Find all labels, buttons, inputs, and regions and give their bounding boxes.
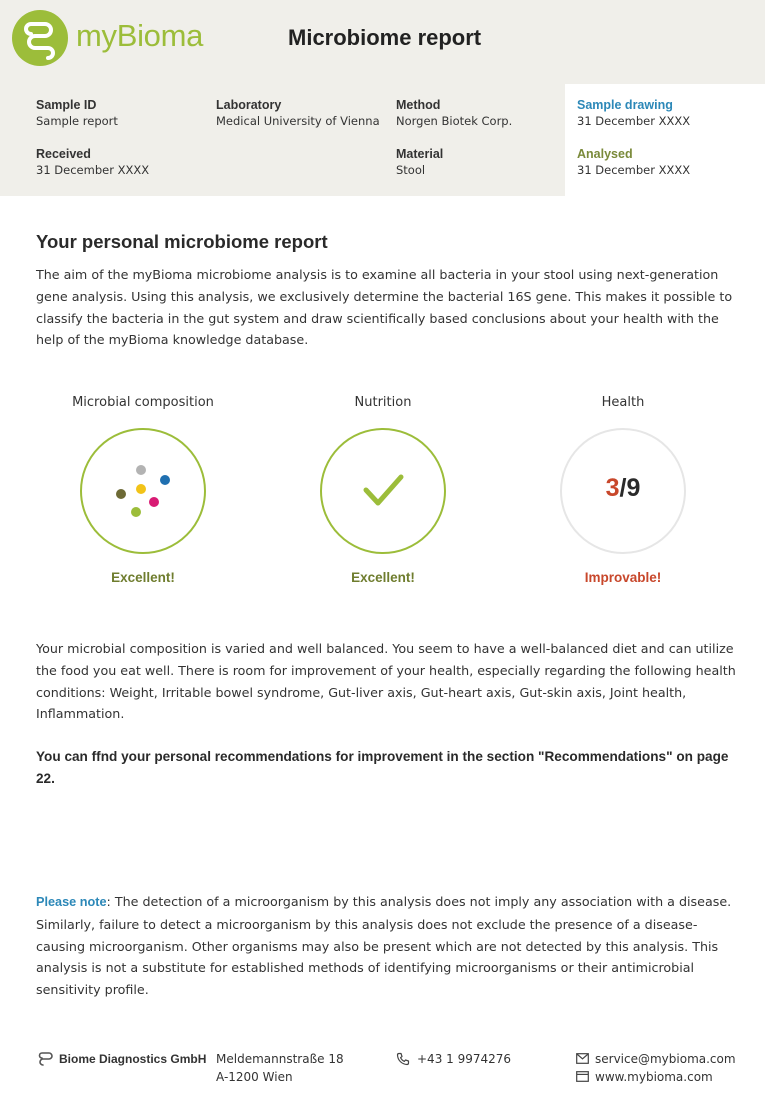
meta-sample-drawing: Sample drawing 31 December XXXX <box>577 98 691 128</box>
metric-title: Health <box>601 395 645 410</box>
note-text: : The detection of a microorganism by this analysis does not imply any association with a disease. Similarly, failure to detect a microorganism by this analysis does not exclude the presence of a disease-causing microorganism. Other organisms may also be present which are not detected by this analysis. This analysis is not a substitute for established methods of identifying microorganisms or their antimicrobial sensitivity profile. <box>36 894 732 998</box>
disclaimer-paragraph <box>36 891 736 1001</box>
footer-web[interactable]: www.mybioma.com <box>595 1070 713 1084</box>
meta-sample-id: Sample ID Sample report <box>36 98 118 128</box>
metric-nutrition <box>283 394 483 585</box>
dot-green <box>131 507 141 517</box>
phone-icon <box>396 1052 410 1066</box>
meta-analysed: Analysed 31 December XXXX <box>577 147 691 177</box>
nutrition-ring <box>320 428 446 554</box>
nutrition-status: Excellent! <box>351 570 415 585</box>
composition-status: Excellent! <box>111 570 175 585</box>
footer-contact-block <box>576 1050 736 1086</box>
note-label: Please note <box>36 895 107 909</box>
mybioma-logo-icon <box>12 10 68 66</box>
intro-paragraph: The aim of the myBioma microbiome analysis is to examine all bacteria in your stool using next-generation gene analysis. Using this analysis, we exclusively determine the bacterial 16S gene. This makes it possible to classify the bacteria in the gut system and draw scientifically based conclusions about your health with the help of the myBioma knowledge database. <box>36 267 733 348</box>
meta-material: Material Stool <box>396 147 444 177</box>
section-title: Your personal microbiome report <box>36 231 328 252</box>
meta-received: Received 31 December XXXX <box>36 147 150 177</box>
meta-laboratory: Laboratory Medical University of Vienna <box>216 98 380 128</box>
dot-grey <box>136 465 146 475</box>
footer-phone[interactable]: +43 1 9974276 <box>417 1052 512 1066</box>
footer-company-block <box>38 1050 206 1068</box>
metric-title: Microbial composition <box>72 395 214 410</box>
dot-yellow <box>136 484 146 494</box>
biome-logo-icon <box>38 1051 53 1066</box>
mail-icon <box>576 1053 589 1064</box>
dot-blue <box>160 475 170 485</box>
health-score-value: 3 <box>605 474 620 502</box>
dot-magenta <box>149 497 159 507</box>
checkmark-icon <box>322 430 443 551</box>
meta-method: Method Norgen Biotek Corp. <box>396 98 513 128</box>
health-score <box>562 474 684 503</box>
dot-olive <box>116 489 126 499</box>
summary-paragraph: Your microbial composition is varied and well balanced. You seem to have a well-balanced diet and can utilize the food you eat well. There is room for improvement of your health, especially regarding the following health conditions: Weight, Irritable bowel syndrome, Gut-liver axis, Gut-heart axis, Gut-skin axis, Joint health, Inflammation. <box>36 641 736 722</box>
browser-window-icon <box>576 1071 589 1082</box>
footer-company: Biome Diagnostics GmbH <box>59 1052 207 1066</box>
footer-address <box>216 1050 344 1086</box>
metric-health <box>523 394 723 585</box>
health-ring <box>560 428 686 554</box>
health-status: Improvable! <box>584 570 662 585</box>
footer-email[interactable]: service@mybioma.com <box>595 1052 736 1066</box>
footer-city: A-1200 Wien <box>216 1070 293 1084</box>
recommendation-note: You can ffnd your personal recommendations for improvement in the section "Recommendations" on page 22. <box>36 749 729 786</box>
footer-phone-block <box>396 1050 511 1068</box>
metric-title: Nutrition <box>354 395 412 410</box>
composition-ring <box>80 428 206 554</box>
health-score-total: /9 <box>619 474 641 502</box>
metric-microbial-composition <box>43 394 243 585</box>
footer-street: Meldemannstraße 18 <box>216 1052 344 1066</box>
page-title: Microbiome report <box>288 25 482 50</box>
report-header <box>0 0 765 196</box>
brand-name: myBioma <box>76 18 204 53</box>
